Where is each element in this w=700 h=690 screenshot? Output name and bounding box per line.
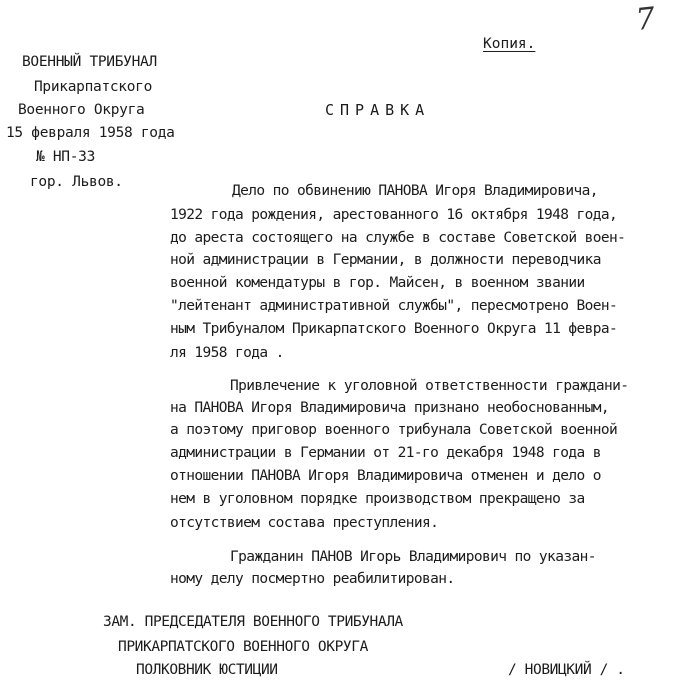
page-number: 7: [634, 1, 657, 38]
body-line: ной администрации в Германии, в должности переводчика: [170, 252, 601, 268]
body-line: 1922 года рождения, арестованного 16 октября 1948 года,: [170, 207, 618, 223]
body-line: а поэтому приговор военного трибунала Советской военной: [170, 422, 618, 438]
body-line: нем в уголовном порядке производством прекращено за: [170, 491, 585, 507]
header-tribunal: ВОЕННЫЙ ТРИБУНАЛ: [22, 54, 157, 70]
body-line: Дело по обвинению ПАНОВА Игоря Владимировича,: [232, 183, 598, 199]
signature-title-2: ПРИКАРПАТСКОГО ВОЕННОГО ОКРУГА: [118, 639, 368, 655]
body-line: ным Трибуналом Прикарпатского Военного Округа 11 февра-: [170, 321, 618, 337]
header-district-2: Военного Округа: [18, 102, 145, 118]
document-title: СПРАВКА: [325, 101, 431, 119]
body-line: отсутствием состава преступления.: [170, 515, 439, 531]
body-line: Привлечение к уголовной ответственности граждани-: [230, 378, 629, 394]
copy-mark: Копия.: [483, 36, 536, 52]
body-line: администрации в Германии от 21-го декабря 1948 года в: [170, 445, 601, 461]
body-line: Гражданин ПАНОВ Игорь Владимирович по указан-: [230, 549, 596, 565]
body-line: ному делу посмертно реабилитирован.: [170, 571, 455, 587]
body-line: ля 1958 года .: [170, 345, 284, 361]
body-line: на ПАНОВА Игоря Владимировича признано необоснованным,: [170, 400, 610, 416]
body-line: отношении ПАНОВА Игоря Владимировича отменен и дело о: [170, 468, 601, 484]
header-city: гор. Львов.: [30, 174, 123, 190]
signature-title-1: ЗАМ. ПРЕДСЕДАТЕЛЯ ВОЕННОГО ТРИБУНАЛА: [103, 614, 403, 630]
body-line: до ареста состоящего на службе в составе Советской воен-: [170, 230, 626, 246]
body-line: "лейтенант административной службы", пересмотрено Воен-: [170, 298, 618, 314]
signature-rank: ПОЛКОВНИК ЮСТИЦИИ: [136, 662, 278, 678]
signature-name: / НОВИЦКИЙ / .: [508, 662, 625, 678]
body-line: военной комендатуры в гор. Майсен, в военном звании: [170, 275, 585, 291]
header-district-1: Прикарпатского: [34, 79, 153, 95]
header-date: 15 февраля 1958 года: [6, 125, 175, 141]
header-number: № НП-33: [36, 149, 96, 165]
